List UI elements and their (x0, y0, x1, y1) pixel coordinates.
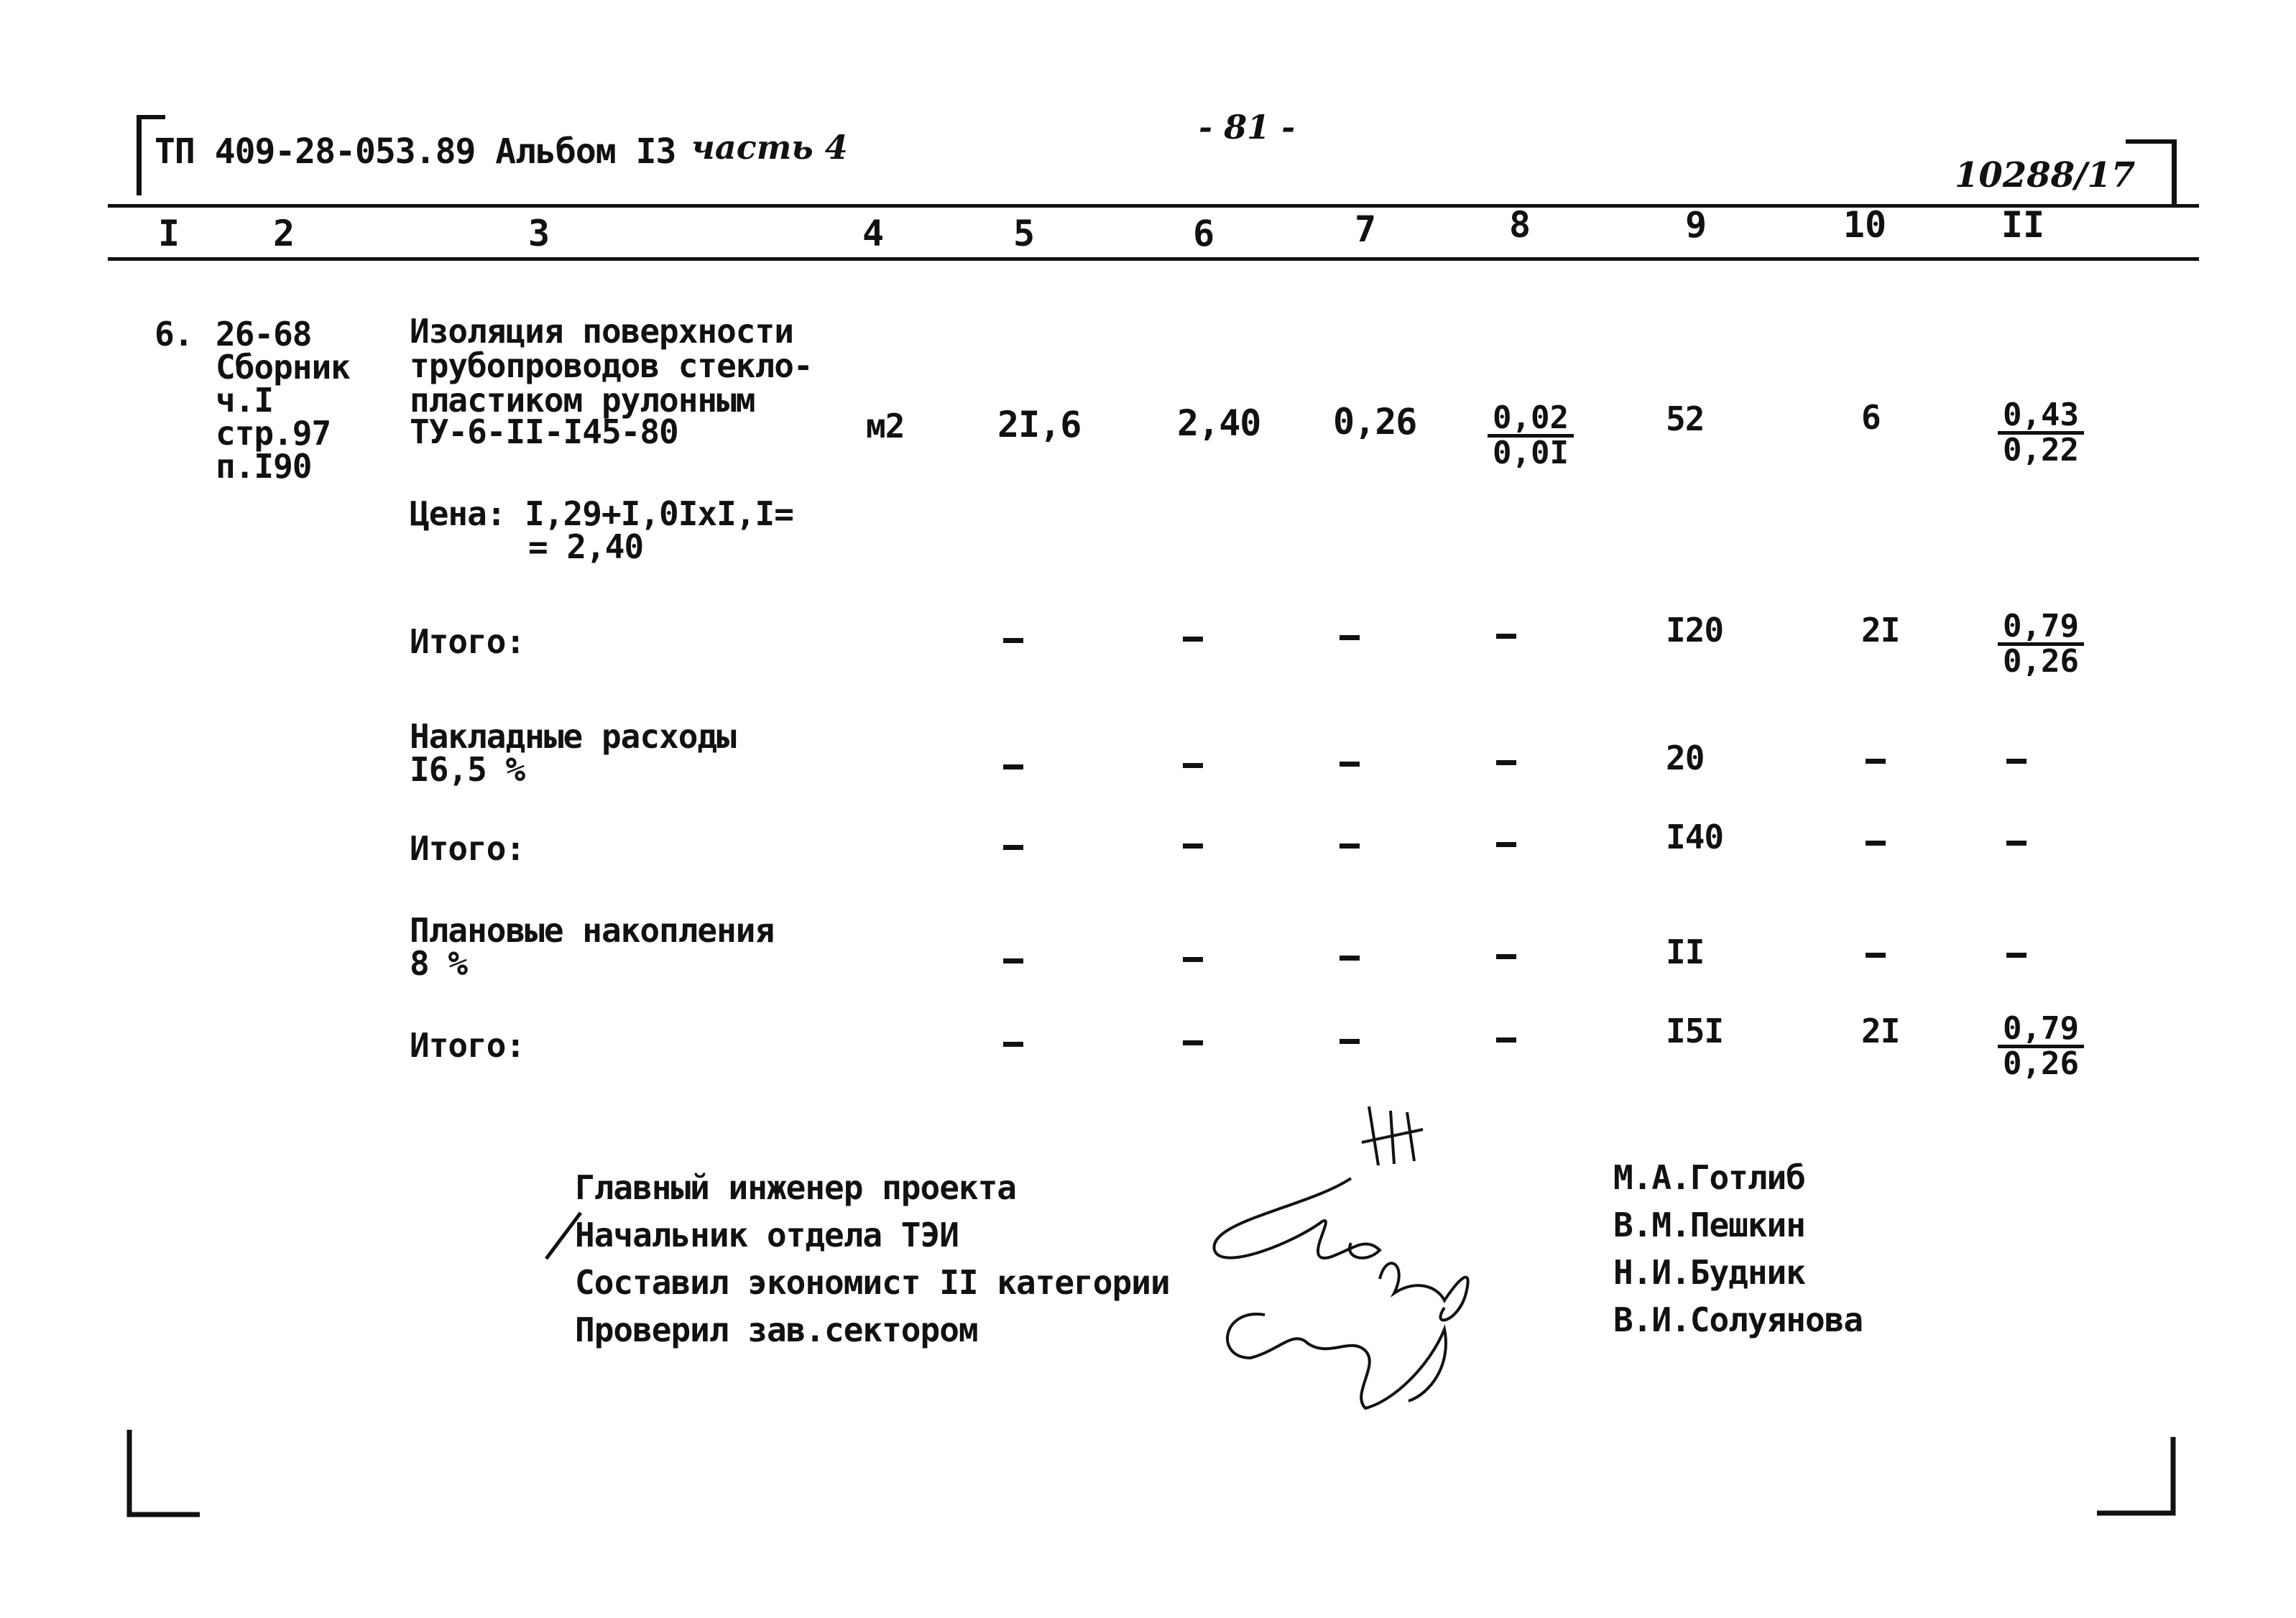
overhead-label-line-2: I6,5 % (410, 750, 525, 789)
subtotal-1-col9: I20 (1666, 611, 1724, 649)
item-col11-numerator: 0,43 (1998, 399, 2084, 435)
column-header-4: 4 (862, 213, 885, 254)
page-number: - 81 - (1199, 108, 1296, 147)
subtotal-2-label: Итого: (410, 829, 525, 868)
part-handwritten: часть 4 (691, 128, 848, 167)
signature-scribble-1 (1214, 1178, 1380, 1258)
item-description-line-1: Изоляция поверхности (410, 312, 793, 351)
signature-role-1: Главный инженер проекта (575, 1168, 1016, 1207)
item-description-line-3: пластиком рулонным (410, 381, 755, 420)
signature-scribble-3 (1227, 1314, 1446, 1408)
column-header-11: II (2001, 204, 2045, 246)
column-header-7: 7 (1354, 208, 1377, 250)
subtotal-1-col11-denominator: 0,26 (2003, 643, 2079, 680)
subtotal-1-col11-numerator: 0,79 (1998, 611, 2084, 646)
item-ref-line-4: стр.97 (216, 414, 331, 453)
subtotal-1-col10: 2I (1861, 611, 1900, 649)
signature-role-4: Проверил зав.сектором (575, 1310, 978, 1349)
planned-savings-label-line-2: 8 % (410, 944, 468, 983)
overhead-col9: 20 (1666, 739, 1705, 777)
column-header-3: 3 (527, 213, 550, 254)
planned-savings-label-line-1: Плановые накопления (410, 911, 775, 950)
bottom-right-corner-bracket (2097, 1437, 2173, 1513)
signature-name-2: В.М.Пешкин (1613, 1206, 1805, 1244)
handwritten-initials (1362, 1106, 1423, 1165)
column-header-2: 2 (272, 213, 295, 254)
planned-savings-col9: II (1666, 933, 1705, 971)
bottom-left-corner-bracket (129, 1430, 200, 1515)
signature-scribble-2 (1380, 1263, 1468, 1320)
item-quantity: 2I,6 (997, 404, 1082, 445)
total-col11-numerator: 0,79 (1998, 1013, 2084, 1048)
signature-role-3: Составил экономист II категории (575, 1263, 1170, 1302)
column-header-9: 9 (1684, 204, 1707, 246)
signature-name-3: Н.И.Будник (1613, 1253, 1805, 1292)
document-code: ТП 409-28-053.89 Альбом I3 (155, 131, 676, 172)
item-unit-price: 2,40 (1177, 402, 1261, 444)
item-col10: 6 (1861, 398, 1881, 437)
item-col7: 0,26 (1333, 401, 1417, 443)
total-label: Итого: (410, 1026, 525, 1065)
total-col9: I5I (1666, 1012, 1724, 1050)
column-header-6: 6 (1192, 213, 1215, 254)
item-ref-line-1: 26-68 (216, 315, 312, 353)
column-header-5: 5 (1013, 213, 1036, 254)
item-unit: м2 (866, 407, 905, 445)
item-price-formula-line-1: Цена: I,29+I,0IxI,I= (410, 494, 793, 533)
item-col11-denominator: 0,22 (2003, 432, 2079, 468)
item-ref-line-5: п.I90 (216, 447, 312, 486)
item-price-formula-line-2: = 2,40 (528, 527, 644, 566)
signature-role-2: Начальник отдела ТЭИ (575, 1216, 959, 1254)
subtotal-1-label: Итого: (410, 622, 525, 661)
item-col9: 52 (1666, 399, 1705, 438)
item-col8-numerator: 0,02 (1488, 402, 1574, 438)
item-description-line-4: ТУ-6-II-I45-80 (410, 412, 678, 451)
column-header-1: I (157, 213, 180, 254)
total-col11-denominator: 0,26 (2003, 1045, 2079, 1082)
column-header-8: 8 (1508, 204, 1531, 246)
inventory-number: 10288/17 (1955, 155, 2136, 195)
item-col8-denominator: 0,0I (1493, 435, 1569, 471)
item-ref-line-3: ч.I (216, 381, 274, 420)
signature-name-1: М.А.Готлиб (1613, 1158, 1805, 1197)
total-col10: 2I (1861, 1012, 1900, 1050)
overhead-label-line-1: Накладные расходы (410, 717, 736, 756)
signature-name-4: В.И.Солуянова (1613, 1300, 1863, 1339)
handwritten-slash (546, 1213, 581, 1259)
item-ref-line-2: Сборник (216, 348, 350, 387)
subtotal-2-col9: I40 (1666, 818, 1724, 856)
column-header-10: 10 (1843, 204, 1887, 246)
item-description-line-2: трубопроводов стекло- (410, 346, 813, 385)
item-number: 6. (155, 315, 193, 353)
